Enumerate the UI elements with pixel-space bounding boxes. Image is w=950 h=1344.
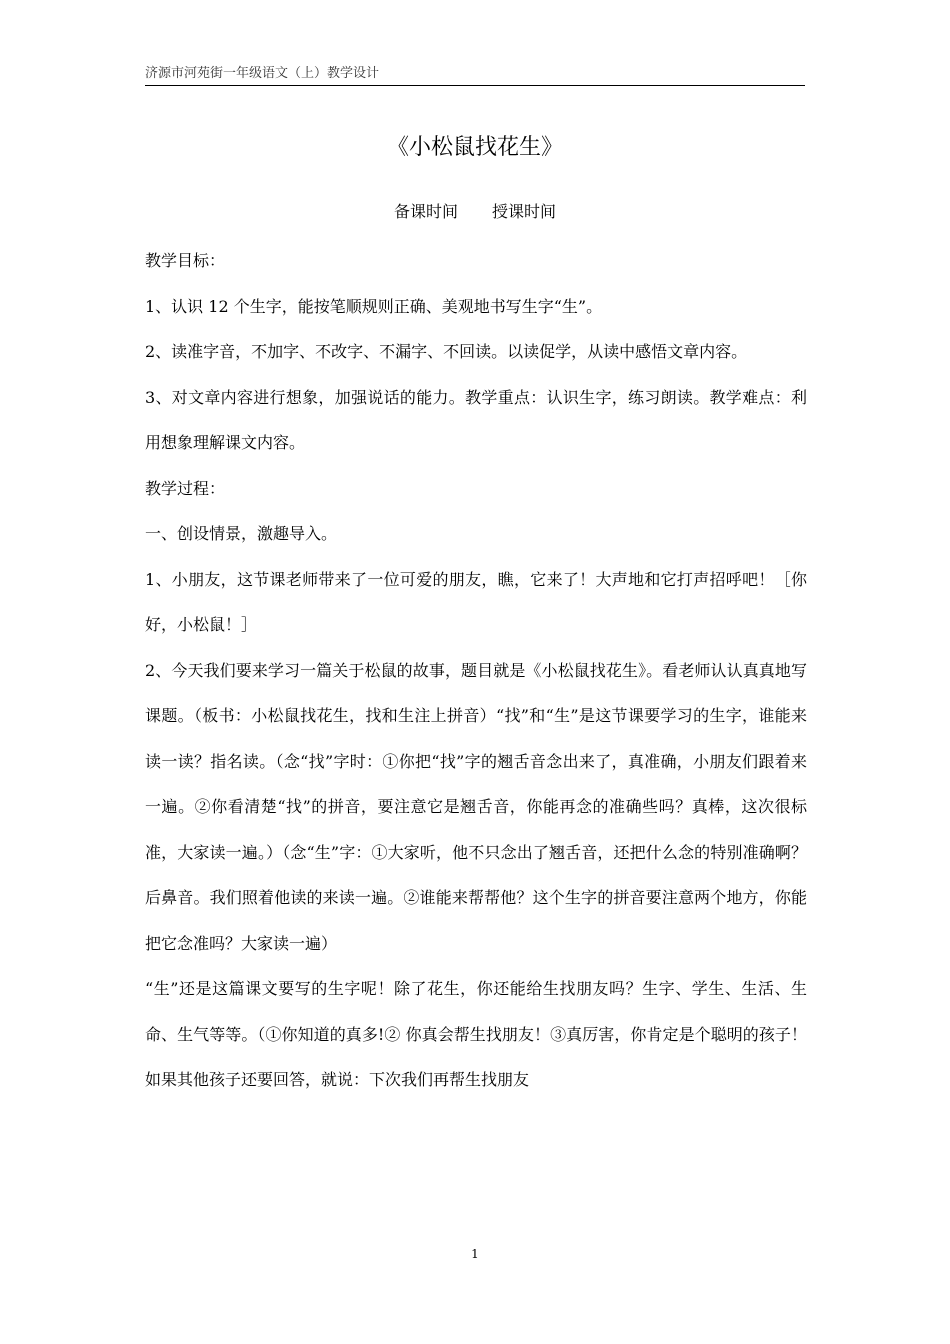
goal-3-key-points: 3、对文章内容进行想象，加强说话的能力。教学重点：认识生字，练习朗读。教学难点：利用想象理解课文内容。: [145, 387, 807, 452]
document-title: 《小松鼠找花生》: [386, 135, 563, 160]
goal-1: 1、认识 12 个生字，能按笔顺规则正确、美观地书写生字“生”。: [145, 296, 603, 316]
time-row: [0, 201, 950, 223]
goals-heading: 教学目标：: [145, 251, 226, 270]
page-number: 1: [471, 1247, 479, 1261]
section-1-heading: 一、创设情景，激趣导入。: [145, 524, 338, 543]
process-heading: 教学过程：: [145, 478, 226, 498]
prep-time-label: 备课时间: [393, 202, 458, 221]
header-text: 济源市河苑街一年级语文（上）教学设计: [145, 66, 380, 81]
step-2: 2、今天我们要来学习一篇关于松鼠的故事，题目就是《小松鼠找花生》。看老师认认真真地写课题。（板书：小松鼠找花生，找和生注上拼音）“找”和“生”是这节课要学习的生字，谁能来读一读？指名读。（念“找”字时：①你把“找”字的翘舌音念出来了，真准确，小朋友们跟着来一遍。②你看清楚“找”的拼音，要注意它是翘舌音，你能再念的准确些吗？真棒，这次很标准，大家读一遍。）（念“生”字：①大家听，他不只念出了翘舌音，还把什么念的特别准确啊？后鼻音。我们照着他读的来读一遍。②谁能来帮帮他？这个生字的拼音要注意两个地方，你能把它念准吗？大家读一遍）: [145, 660, 807, 953]
goal-2: 2、读准字音，不加字、不改字、不漏字、不回读。以读促学，从读中感悟文章内容。: [145, 342, 748, 361]
step-1: 1、小朋友，这节课老师带来了一位可爱的朋友，瞧，它来了！大声地和它打声招呼吧！［你好，小松鼠！］: [145, 569, 807, 634]
document-body: [145, 238, 807, 1103]
page-header: [145, 66, 805, 86]
sheng-paragraph: “生”还是这篇课文要写的生字呢！除了花生，你还能给生找朋友吗？生字、学生、生活、生命、生气等等。（①你知道的真多!② 你真会帮生找朋友！③真厉害，你肯定是个聪明的孩子！如果其他孩子还要回答，就说：下次我们再帮生找朋友: [145, 979, 807, 1089]
teach-time-label: 授课时间: [492, 202, 557, 221]
